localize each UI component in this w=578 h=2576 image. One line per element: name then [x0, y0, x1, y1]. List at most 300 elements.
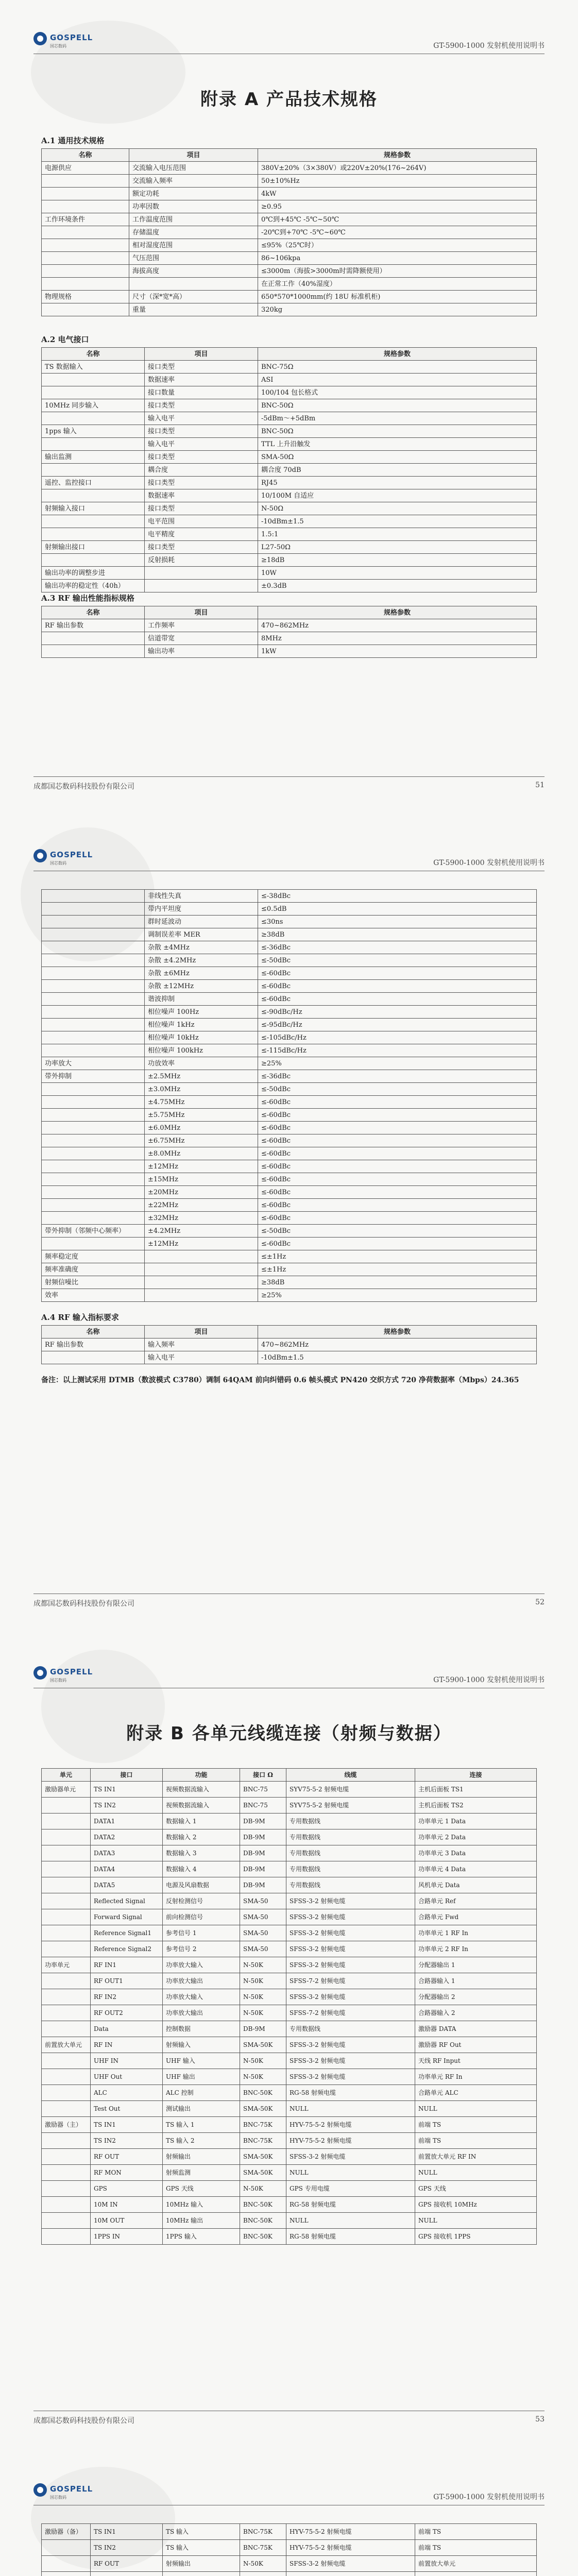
- table-cell: ≤-60dBc: [258, 993, 537, 1006]
- table-cell: 视频数据流输入: [163, 1798, 240, 1814]
- table-cell: ±6.75MHz: [145, 1134, 258, 1147]
- table-row: [42, 954, 537, 967]
- table-cell: 输出功率的稳定性（40h）: [42, 580, 145, 592]
- table-row: [42, 477, 537, 489]
- page-number: 53: [535, 2415, 545, 2424]
- table-cell: 功率单元 2 RF In: [415, 1941, 537, 1957]
- table-row: [42, 451, 537, 464]
- table-cell: RF IN2: [91, 1989, 163, 2005]
- table-cell: [42, 278, 129, 291]
- table-cell: [42, 1173, 145, 1186]
- table-row: [42, 1973, 537, 1989]
- table-cell: 数据输入 1: [163, 1814, 240, 1829]
- table-cell: 物理规格: [42, 291, 129, 303]
- page-number: 51: [535, 781, 545, 789]
- table-cell: 1.5:1: [258, 528, 537, 541]
- table-cell: ≤-60dBc: [258, 1212, 537, 1225]
- table-cell: SFSS-7-2 射频电缆: [286, 2005, 415, 2021]
- table-cell: HYV-75-5-2 射频电缆: [286, 2117, 415, 2133]
- table-row: [42, 993, 537, 1006]
- table-row: [42, 980, 537, 993]
- table-cell: ±6.0MHz: [145, 1122, 258, 1134]
- table-cell: 前端 TS: [415, 2540, 537, 2556]
- table-cell: ≤-36dBc: [258, 1070, 537, 1083]
- table-cell: 专用数据线: [286, 1829, 415, 1845]
- table-row: [42, 175, 537, 188]
- table-header: 规格参数: [258, 1326, 537, 1338]
- table-cell: [42, 464, 145, 477]
- table-cell: [42, 1861, 91, 1877]
- table-cell: [42, 2149, 91, 2165]
- table-row: [42, 2197, 537, 2213]
- table-cell: 接口类型: [145, 502, 258, 515]
- table-row: [42, 361, 537, 374]
- table-cell: 前向检测信号: [163, 1909, 240, 1925]
- table-cell: SMA-50K: [240, 2165, 286, 2181]
- table-cell: SFSS-3-2 射频电缆: [286, 1909, 415, 1925]
- table-row: [42, 1782, 537, 1798]
- footer-company: 成都国芯数码科技股份有限公司: [33, 2417, 134, 2425]
- table-header: 名称: [42, 1326, 145, 1338]
- table-cell: 功率单元 RF In: [415, 2069, 537, 2085]
- logo-mark-icon: [33, 2483, 47, 2497]
- table-row: [42, 188, 537, 200]
- table-cell: 射频输出: [163, 2149, 240, 2165]
- company-logo: [33, 849, 100, 869]
- table-cell: GPS 天线: [415, 2181, 537, 2197]
- table-cell: ±22MHz: [145, 1199, 258, 1212]
- table-cell: 专用数据线: [286, 1877, 415, 1893]
- table-row: [42, 2149, 537, 2165]
- table-row: [42, 438, 537, 451]
- table-cell: 视频数据流输入: [163, 1782, 240, 1798]
- table-cell: ≤-60dBc: [258, 1160, 537, 1173]
- table-cell: 接口数量: [145, 386, 258, 399]
- logo-name: GOSPELL: [50, 850, 93, 859]
- table-cell: SFSS-3-2 射频电缆: [286, 1941, 415, 1957]
- table-cell: 电平范围: [145, 515, 258, 528]
- table-row: [42, 1276, 537, 1289]
- spec-table-a1: [41, 148, 537, 316]
- table-cell: 专用数据线: [286, 2021, 415, 2037]
- table-cell: [42, 1083, 145, 1096]
- table-row: [42, 1212, 537, 1225]
- table-cell: Reference Signal2: [91, 1941, 163, 1957]
- table-cell: [42, 2101, 91, 2117]
- table-cell: 380V±20%（3×380V）或220V±20%(176~264V): [258, 162, 537, 175]
- table-cell: 10W: [258, 567, 537, 580]
- table-cell: 额定功耗: [129, 188, 258, 200]
- table-cell: 杂散 ±4MHz: [145, 941, 258, 954]
- table-cell: 反射检测信号: [163, 1893, 240, 1909]
- table-cell: 合路单元 Fwd: [415, 1909, 537, 1925]
- table-row: [42, 265, 537, 278]
- table-row: [42, 1083, 537, 1096]
- table-cell: 功率因数: [129, 200, 258, 213]
- table-cell: [42, 515, 145, 528]
- table-row: [42, 1351, 537, 1364]
- table-cell: [42, 903, 145, 916]
- table-row: [42, 554, 537, 567]
- table-cell: [42, 980, 145, 993]
- table-cell: -10dBm±1.5: [258, 1351, 537, 1364]
- table-row: [42, 2005, 537, 2021]
- logo-subtitle: 国芯数码: [50, 861, 66, 866]
- table-row: [42, 425, 537, 438]
- table-cell: [42, 1238, 145, 1250]
- table-cell: ≥0.95: [258, 200, 537, 213]
- table-row: [42, 2053, 537, 2069]
- table-cell: TS 输入 2: [163, 2133, 240, 2149]
- table-cell: 带外抑制: [42, 1070, 145, 1083]
- table-header: 名称: [42, 348, 145, 361]
- table-cell: [42, 2021, 91, 2037]
- table-row: [42, 1861, 537, 1877]
- table-header: 名称: [42, 606, 145, 619]
- table-cell: [42, 1044, 145, 1057]
- table-row: [42, 632, 537, 645]
- table-cell: ±8.0MHz: [145, 1147, 258, 1160]
- table-row: [42, 541, 537, 554]
- table-cell: ≥25%: [258, 1057, 537, 1070]
- table-cell: ≤-60dBc: [258, 980, 537, 993]
- table-row: [42, 200, 537, 213]
- table-row: [42, 386, 537, 399]
- table-cell: SFSS-3-2 射频电缆: [286, 1925, 415, 1941]
- table-cell: 激励器 RF Out: [415, 2037, 537, 2053]
- table-cell: RF 输出参数: [42, 619, 145, 632]
- table-cell: 谐波抑制: [145, 993, 258, 1006]
- table-header: 线缆: [286, 1769, 415, 1782]
- table-row: [42, 567, 537, 580]
- page-header: [33, 1665, 545, 1688]
- table-cell: [42, 2165, 91, 2181]
- table-cell: TS IN2: [91, 1798, 163, 1814]
- table-cell: BNC-75: [240, 1798, 286, 1814]
- logo-name: GOSPELL: [50, 33, 93, 42]
- table-row: [42, 489, 537, 502]
- table-cell: [42, 386, 145, 399]
- table-cell: ≥38dB: [258, 928, 537, 941]
- document-page-2: [0, 817, 578, 1634]
- table-cell: NULL: [415, 2101, 537, 2117]
- table-cell: SFSS-7-2 射频电缆: [286, 1973, 415, 1989]
- table-cell: 接口类型: [145, 477, 258, 489]
- document-page-3: [0, 1634, 578, 2451]
- table-cell: DB-9M: [240, 1845, 286, 1861]
- table-cell: 激励器（主）: [42, 2117, 91, 2133]
- page-number: 52: [535, 1598, 545, 1606]
- table-cell: 4kW: [258, 188, 537, 200]
- table-cell: 功率放大输出: [163, 1973, 240, 1989]
- table-cell: RF IN1: [91, 1957, 163, 1973]
- table-row: [42, 2181, 537, 2197]
- appendix-a-title: 附录 A 产品技术规格: [200, 89, 378, 110]
- table-cell: 接口类型: [145, 399, 258, 412]
- table-cell: SFSS-3-2 射频电缆: [286, 2053, 415, 2069]
- table-row: [42, 1057, 537, 1070]
- table-cell: 1PPS IN: [91, 2229, 163, 2245]
- table-cell: 470~862MHz: [258, 1338, 537, 1351]
- table-cell: [42, 2572, 91, 2576]
- table-row: [42, 1134, 537, 1147]
- table-cell: ≤-60dBc: [258, 1134, 537, 1147]
- table-cell: 射频信噪比: [42, 1276, 145, 1289]
- table-cell: BNC-50Ω: [258, 425, 537, 438]
- table-cell: 50±10%Hz: [258, 175, 537, 188]
- table-cell: N-50K: [240, 2181, 286, 2197]
- table-header: 项目: [145, 1326, 258, 1338]
- table-cell: 气压范围: [129, 252, 258, 265]
- table-row: [42, 252, 537, 265]
- table-cell: 合路器输入 2: [415, 2005, 537, 2021]
- table-cell: 射频输出: [163, 2556, 240, 2572]
- table-cell: TS IN2: [91, 2133, 163, 2149]
- table-row: [42, 1877, 537, 1893]
- table-cell: NULL: [286, 2165, 415, 2181]
- table-cell: 功率放大: [42, 1057, 145, 1070]
- table-cell: 数据输入 2: [163, 1829, 240, 1845]
- table-cell: SMA-50: [240, 1909, 286, 1925]
- table-cell: ≤95%（25℃时）: [258, 239, 537, 252]
- logo-mark-icon: [33, 32, 47, 45]
- table-cell: ≤±1Hz: [258, 1263, 537, 1276]
- table-cell: N-50K: [240, 2053, 286, 2069]
- table-cell: [42, 188, 129, 200]
- table-row: [42, 162, 537, 175]
- table-cell: 650*570*1000mm(约 18U 标准机柜): [258, 291, 537, 303]
- table-cell: GPS 天线: [163, 2181, 240, 2197]
- table-cell: [91, 2572, 163, 2576]
- table-cell: TS IN2: [91, 2540, 163, 2556]
- table-cell: 带外抑制（邻频中心频率）: [42, 1225, 145, 1238]
- table-cell: 输入频率: [145, 1338, 258, 1351]
- table-cell: 射频输入: [163, 2037, 240, 2053]
- table-row: [42, 1044, 537, 1057]
- table-row: [42, 1006, 537, 1019]
- table-cell: 输入电平: [145, 438, 258, 451]
- table-cell: SMA-50K: [240, 2037, 286, 2053]
- table-cell: N-50K: [240, 2556, 286, 2572]
- table-cell: SFSS-3-2 射频电缆: [286, 2069, 415, 2085]
- table-cell: [42, 2133, 91, 2149]
- table-row: [42, 412, 537, 425]
- table-cell: N-50Ω: [258, 502, 537, 515]
- table-cell: 10MHz 输出: [163, 2213, 240, 2229]
- table-row: [42, 2021, 537, 2037]
- table-cell: ALC: [91, 2085, 163, 2101]
- table-cell: ±15MHz: [145, 1173, 258, 1186]
- table-row: [42, 213, 537, 226]
- table-cell: 杂散 ±6MHz: [145, 967, 258, 980]
- table-row: [42, 1238, 537, 1250]
- table-cell: 输出监测: [42, 451, 145, 464]
- table-cell: 激励器单元: [42, 1782, 91, 1798]
- table-cell: 频率准确度: [42, 1263, 145, 1276]
- table-cell: BNC-75: [240, 1782, 286, 1798]
- table-row: [42, 239, 537, 252]
- table-cell: [42, 489, 145, 502]
- table-cell: 群时延波动: [145, 916, 258, 928]
- table-cell: [42, 1941, 91, 1957]
- table-row: [42, 1186, 537, 1199]
- page-footer: [33, 2411, 545, 2425]
- table-cell: TS IN1: [91, 2117, 163, 2133]
- table-cell: SMA-50: [240, 1941, 286, 1957]
- table-cell: [42, 1186, 145, 1199]
- table-row: [42, 1989, 537, 2005]
- table-cell: 功率放大输入: [163, 1957, 240, 1973]
- table-cell: [42, 2005, 91, 2021]
- table-cell: [145, 567, 258, 580]
- logo-subtitle: 国芯数码: [50, 1678, 66, 1683]
- table-cell: ≤±1Hz: [258, 1250, 537, 1263]
- table-cell: NULL: [286, 2101, 415, 2117]
- table-cell: -20℃到+70℃ -5℃~60℃: [258, 226, 537, 239]
- table-header: 项目: [129, 149, 258, 162]
- table-cell: 合路单元 Ref: [415, 1893, 537, 1909]
- table-row: [42, 645, 537, 658]
- table-cell: [42, 303, 129, 316]
- table-row: [42, 464, 537, 477]
- table-cell: 相位噪声 100Hz: [145, 1006, 258, 1019]
- table-cell: 10M OUT: [91, 2213, 163, 2229]
- table-cell: 反射损耗: [145, 554, 258, 567]
- table-cell: [42, 2556, 91, 2572]
- table-cell: [42, 928, 145, 941]
- table-cell: DB-9M: [240, 1814, 286, 1829]
- table-cell: RF OUT1: [91, 1973, 163, 1989]
- table-cell: 风机单元 Data: [415, 1877, 537, 1893]
- table-cell: Data: [91, 2021, 163, 2037]
- table-cell: [42, 1199, 145, 1212]
- table-cell: 参考信号 2: [163, 1941, 240, 1957]
- table-cell: 分配器输出 2: [415, 1989, 537, 2005]
- cable-table-continued: [41, 2523, 537, 2576]
- table-cell: SYV75-5-2 射频电缆: [286, 1798, 415, 1814]
- table-row: [42, 2572, 537, 2576]
- table-cell: [42, 374, 145, 386]
- table-cell: ±12MHz: [145, 1160, 258, 1173]
- table-cell: 存储温度: [129, 226, 258, 239]
- table-cell: 海拔高度: [129, 265, 258, 278]
- table-cell: 功率单元 4 Data: [415, 1861, 537, 1877]
- table-cell: RF OUT: [91, 2149, 163, 2165]
- table-row: [42, 941, 537, 954]
- table-cell: 交流输入电压范围: [129, 162, 258, 175]
- table-cell: -5dBm～+5dBm: [258, 412, 537, 425]
- table-header: 规格参数: [258, 606, 537, 619]
- table-cell: [42, 1351, 145, 1364]
- table-cell: [42, 967, 145, 980]
- table-cell: 功率单元 1 RF In: [415, 1925, 537, 1941]
- table-cell: DATA2: [91, 1829, 163, 1845]
- table-cell: 工作温度范围: [129, 213, 258, 226]
- table-cell: ≤-50dBc: [258, 954, 537, 967]
- table-cell: SYV75-5-2 射频电缆: [286, 1782, 415, 1798]
- table-cell: 控制数据: [163, 2021, 240, 2037]
- logo-name: GOSPELL: [50, 2484, 93, 2494]
- table-cell: RF OUT2: [91, 2005, 163, 2021]
- table-cell: BNC-75K: [240, 2117, 286, 2133]
- table-cell: SFSS-3-2 射频电缆: [286, 2037, 415, 2053]
- table-cell: 耦合度 70dB: [258, 464, 537, 477]
- table-cell: BNC-75K: [240, 2524, 286, 2540]
- table-cell: 主机后面板 TS2: [415, 1798, 537, 1814]
- table-row: [42, 1173, 537, 1186]
- table-cell: SMA-50K: [240, 2101, 286, 2117]
- table-cell: ≤-90dBc/Hz: [258, 1006, 537, 1019]
- table-cell: [42, 239, 129, 252]
- page-header: [33, 2482, 545, 2505]
- table-cell: RF MON: [91, 2165, 163, 2181]
- table-cell: [42, 2085, 91, 2101]
- table-cell: ±5.75MHz: [145, 1109, 258, 1122]
- table-cell: [415, 2572, 537, 2576]
- table-cell: BNC-50Ω: [258, 399, 537, 412]
- table-cell: 接口类型: [145, 541, 258, 554]
- table-cell: 效率: [42, 1289, 145, 1302]
- table-cell: 功率单元 3 Data: [415, 1845, 537, 1861]
- table-cell: DB-9M: [240, 1861, 286, 1877]
- table-cell: 电源供应: [42, 162, 129, 175]
- table-cell: NULL: [415, 2213, 537, 2229]
- table-cell: [42, 438, 145, 451]
- spec-table-a4: [41, 1325, 537, 1364]
- table-row: [42, 303, 537, 316]
- table-cell: [42, 265, 129, 278]
- table-cell: [240, 2572, 286, 2576]
- table-cell: ±12MHz: [145, 1238, 258, 1250]
- table-cell: 功率放大输出: [163, 2005, 240, 2021]
- table-cell: GPS 专用电缆: [286, 2181, 415, 2197]
- table-cell: 470~862MHz: [258, 619, 537, 632]
- logo-mark-icon: [33, 849, 47, 862]
- table-cell: [42, 1877, 91, 1893]
- table-cell: 1pps 输入: [42, 425, 145, 438]
- table-cell: 10/100M 自适应: [258, 489, 537, 502]
- table-cell: 在正常工作（40%湿度）: [258, 278, 537, 291]
- table-cell: TTL 上升沿触发: [258, 438, 537, 451]
- table-cell: [42, 1798, 91, 1814]
- table-cell: [42, 528, 145, 541]
- table-cell: 86~106kpa: [258, 252, 537, 265]
- table-row: [42, 916, 537, 928]
- table-cell: TS 输入 1: [163, 2117, 240, 2133]
- table-cell: BNC-50K: [240, 2085, 286, 2101]
- table-cell: ≤-60dBc: [258, 1238, 537, 1250]
- table-cell: 功率单元 1 Data: [415, 1814, 537, 1829]
- table-header: 规格参数: [258, 348, 537, 361]
- table-row: [42, 278, 537, 291]
- table-cell: BNC-50K: [240, 2229, 286, 2245]
- table-cell: 重量: [129, 303, 258, 316]
- test-condition-note: 备注：以上测试采用 DTMB（数波模式 C3780）调制 64QAM 前向纠错码 0.6 帧头模式 PN420 交织方式 720 净荷数据率（Mbps）24.365: [41, 1376, 519, 1384]
- document-code: GT-5900-1000 发射机使用说明书: [433, 859, 545, 867]
- table-cell: 射频输出接口: [42, 541, 145, 554]
- table-row: [42, 2069, 537, 2085]
- table-cell: [145, 1289, 258, 1302]
- logo-name: GOSPELL: [50, 1667, 93, 1676]
- table-cell: 1kW: [258, 645, 537, 658]
- table-cell: 合路单元 ALC: [415, 2085, 537, 2101]
- table-cell: 320kg: [258, 303, 537, 316]
- table-cell: TS IN1: [91, 2524, 163, 2540]
- table-cell: 接口类型: [145, 361, 258, 374]
- table-cell: 激励器 DATA: [415, 2021, 537, 2037]
- table-cell: ±4.75MHz: [145, 1096, 258, 1109]
- spec-table-a3: [41, 606, 537, 658]
